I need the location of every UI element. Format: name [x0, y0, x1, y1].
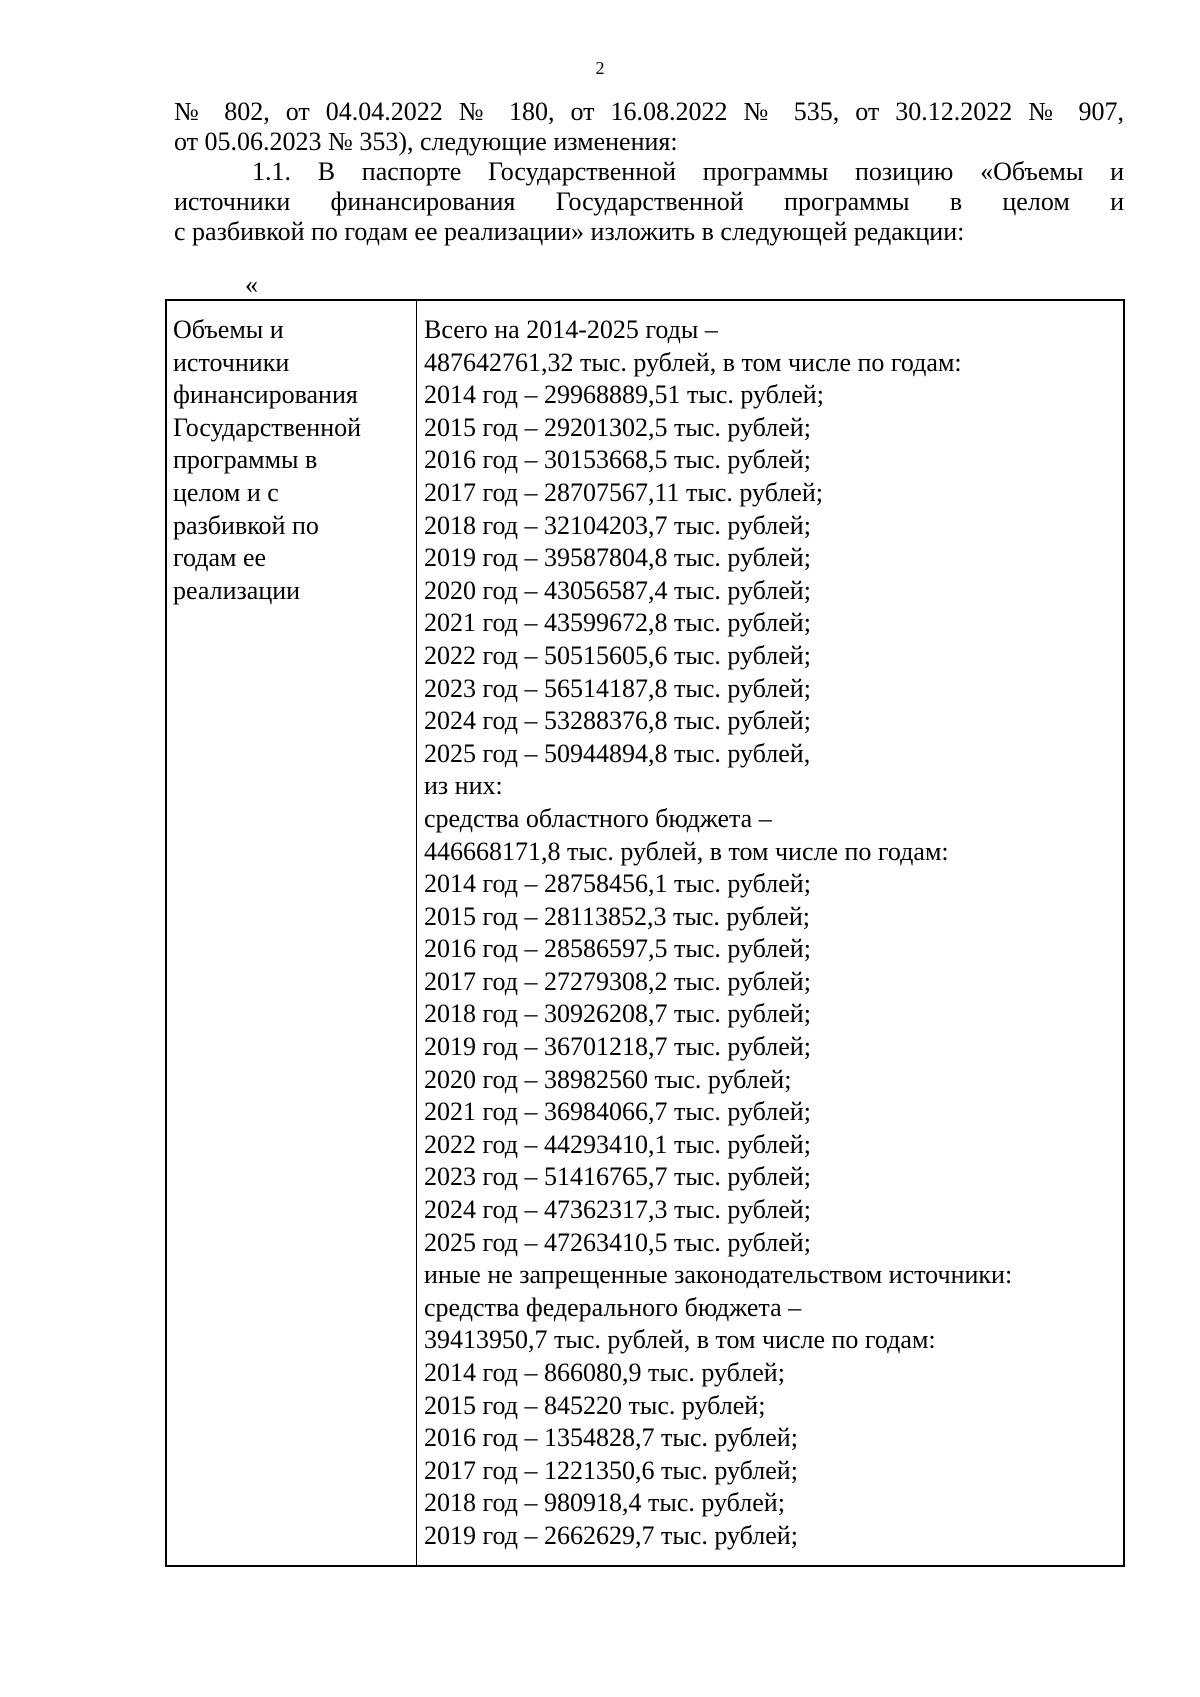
financing-line: 2023 год – 56514187,8 тыс. рублей; [424, 673, 811, 703]
financing-line: 2021 год – 43599672,8 тыс. рублей; [424, 608, 811, 638]
position-name-line: целом и с [173, 477, 279, 507]
financing-line: 2025 год – 47263410,5 тыс. рублей; [424, 1227, 811, 1257]
financing-line: 2014 год – 866080,9 тыс. рублей; [424, 1358, 785, 1387]
opening-quote-mark: « [245, 270, 258, 299]
financing-line: 2023 год – 51416765,7 тыс. рублей; [424, 1162, 811, 1192]
financing-line: 2024 год – 47362317,3 тыс. рублей; [424, 1195, 811, 1225]
financing-line: 2017 год – 27279308,2 тыс. рублей; [424, 966, 811, 996]
position-name-line: источники [173, 347, 290, 377]
financing-line: 2024 год – 53288376,8 тыс. рублей; [424, 706, 811, 736]
financing-line: 2015 год – 29201302,5 тыс. рублей; [424, 412, 811, 442]
position-name-line: программы в [173, 445, 318, 475]
financing-line: 2015 год – 845220 тыс. рублей; [424, 1390, 766, 1420]
table-cell-position-name [173, 314, 413, 607]
financing-line: 2025 год – 50944894,8 тыс. рублей, [424, 738, 811, 768]
intro-line-3: 1.1. В паспорте Государственной программы позицию «Объемы и [252, 157, 1124, 186]
financing-line: 2021 год – 36984066,7 тыс. рублей; [424, 1097, 811, 1127]
financing-line: средства федерального бюджета – [424, 1292, 802, 1322]
financing-line: 2018 год – 32104203,7 тыс. рублей; [424, 510, 811, 540]
financing-line: 2018 год – 980918,4 тыс. рублей; [424, 1488, 785, 1518]
intro-line-1: № 802, от 04.04.2022 № 180, от 16.08.2022 № 535, от 30.12.2022 № 907, [174, 97, 1124, 126]
position-name-line: Государственной [173, 412, 362, 442]
page-number: 2 [595, 58, 605, 78]
financing-line: 2019 год – 39587804,8 тыс. рублей; [424, 543, 811, 573]
financing-line: 2016 год – 30153668,5 тыс. рублей; [424, 445, 811, 475]
financing-line: 2019 год – 2662629,7 тыс. рублей; [424, 1520, 798, 1550]
intro-line-4: источники финансирования Государственной программы в целом и [174, 187, 1124, 216]
financing-line: 487642761,32 тыс. рублей, в том числе по годам: [424, 347, 962, 377]
financing-line: 2017 год – 1221350,6 тыс. рублей; [424, 1455, 798, 1485]
financing-line: иные не запрещенные законодательством источники: [424, 1260, 1013, 1290]
financing-line: 2020 год – 38982560 тыс. рублей; [424, 1064, 792, 1094]
financing-line: из них: [424, 771, 503, 801]
financing-line: 2016 год – 28586597,5 тыс. рублей; [424, 934, 811, 964]
financing-line: 2020 год – 43056587,4 тыс. рублей; [424, 575, 811, 605]
financing-line: 446668171,8 тыс. рублей, в том числе по годам: [424, 836, 949, 866]
intro-line-5: с разбивкой по годам ее реализации» изложить в следующей редакции: [174, 217, 965, 246]
financing-line: 2018 год – 30926208,7 тыс. рублей; [424, 999, 811, 1029]
financing-line: 39413950,7 тыс. рублей, в том числе по годам: [424, 1325, 936, 1355]
intro-line-2: от 05.06.2023 № 353), следующие изменения: [174, 127, 678, 156]
financing-line: 2022 год – 44293410,1 тыс. рублей; [424, 1129, 811, 1159]
column-divider [416, 301, 417, 1565]
financing-line: 2014 год – 28758456,1 тыс. рублей; [424, 869, 811, 899]
financing-line: 2014 год – 29968889,51 тыс. рублей; [424, 380, 824, 410]
financing-line: средства областного бюджета – [424, 803, 772, 833]
table-cell-financing-values [424, 314, 1114, 1553]
position-name-line: реализации [173, 575, 301, 605]
position-name-line: разбивкой по [173, 510, 319, 540]
financing-line: 2017 год – 28707567,11 тыс. рублей; [424, 477, 823, 507]
position-name-line: годам ее [173, 543, 267, 573]
passport-table [165, 299, 1125, 1567]
financing-line: 2016 год – 1354828,7 тыс. рублей; [424, 1423, 798, 1453]
position-name-line: Объемы и [173, 315, 284, 344]
position-name-line: финансирования [173, 380, 358, 410]
financing-line: Всего на 2014-2025 годы – [424, 315, 718, 344]
financing-line: 2022 год – 50515605,6 тыс. рублей; [424, 640, 811, 670]
financing-line: 2019 год – 36701218,7 тыс. рублей; [424, 1032, 811, 1062]
financing-line: 2015 год – 28113852,3 тыс. рублей; [424, 901, 810, 931]
